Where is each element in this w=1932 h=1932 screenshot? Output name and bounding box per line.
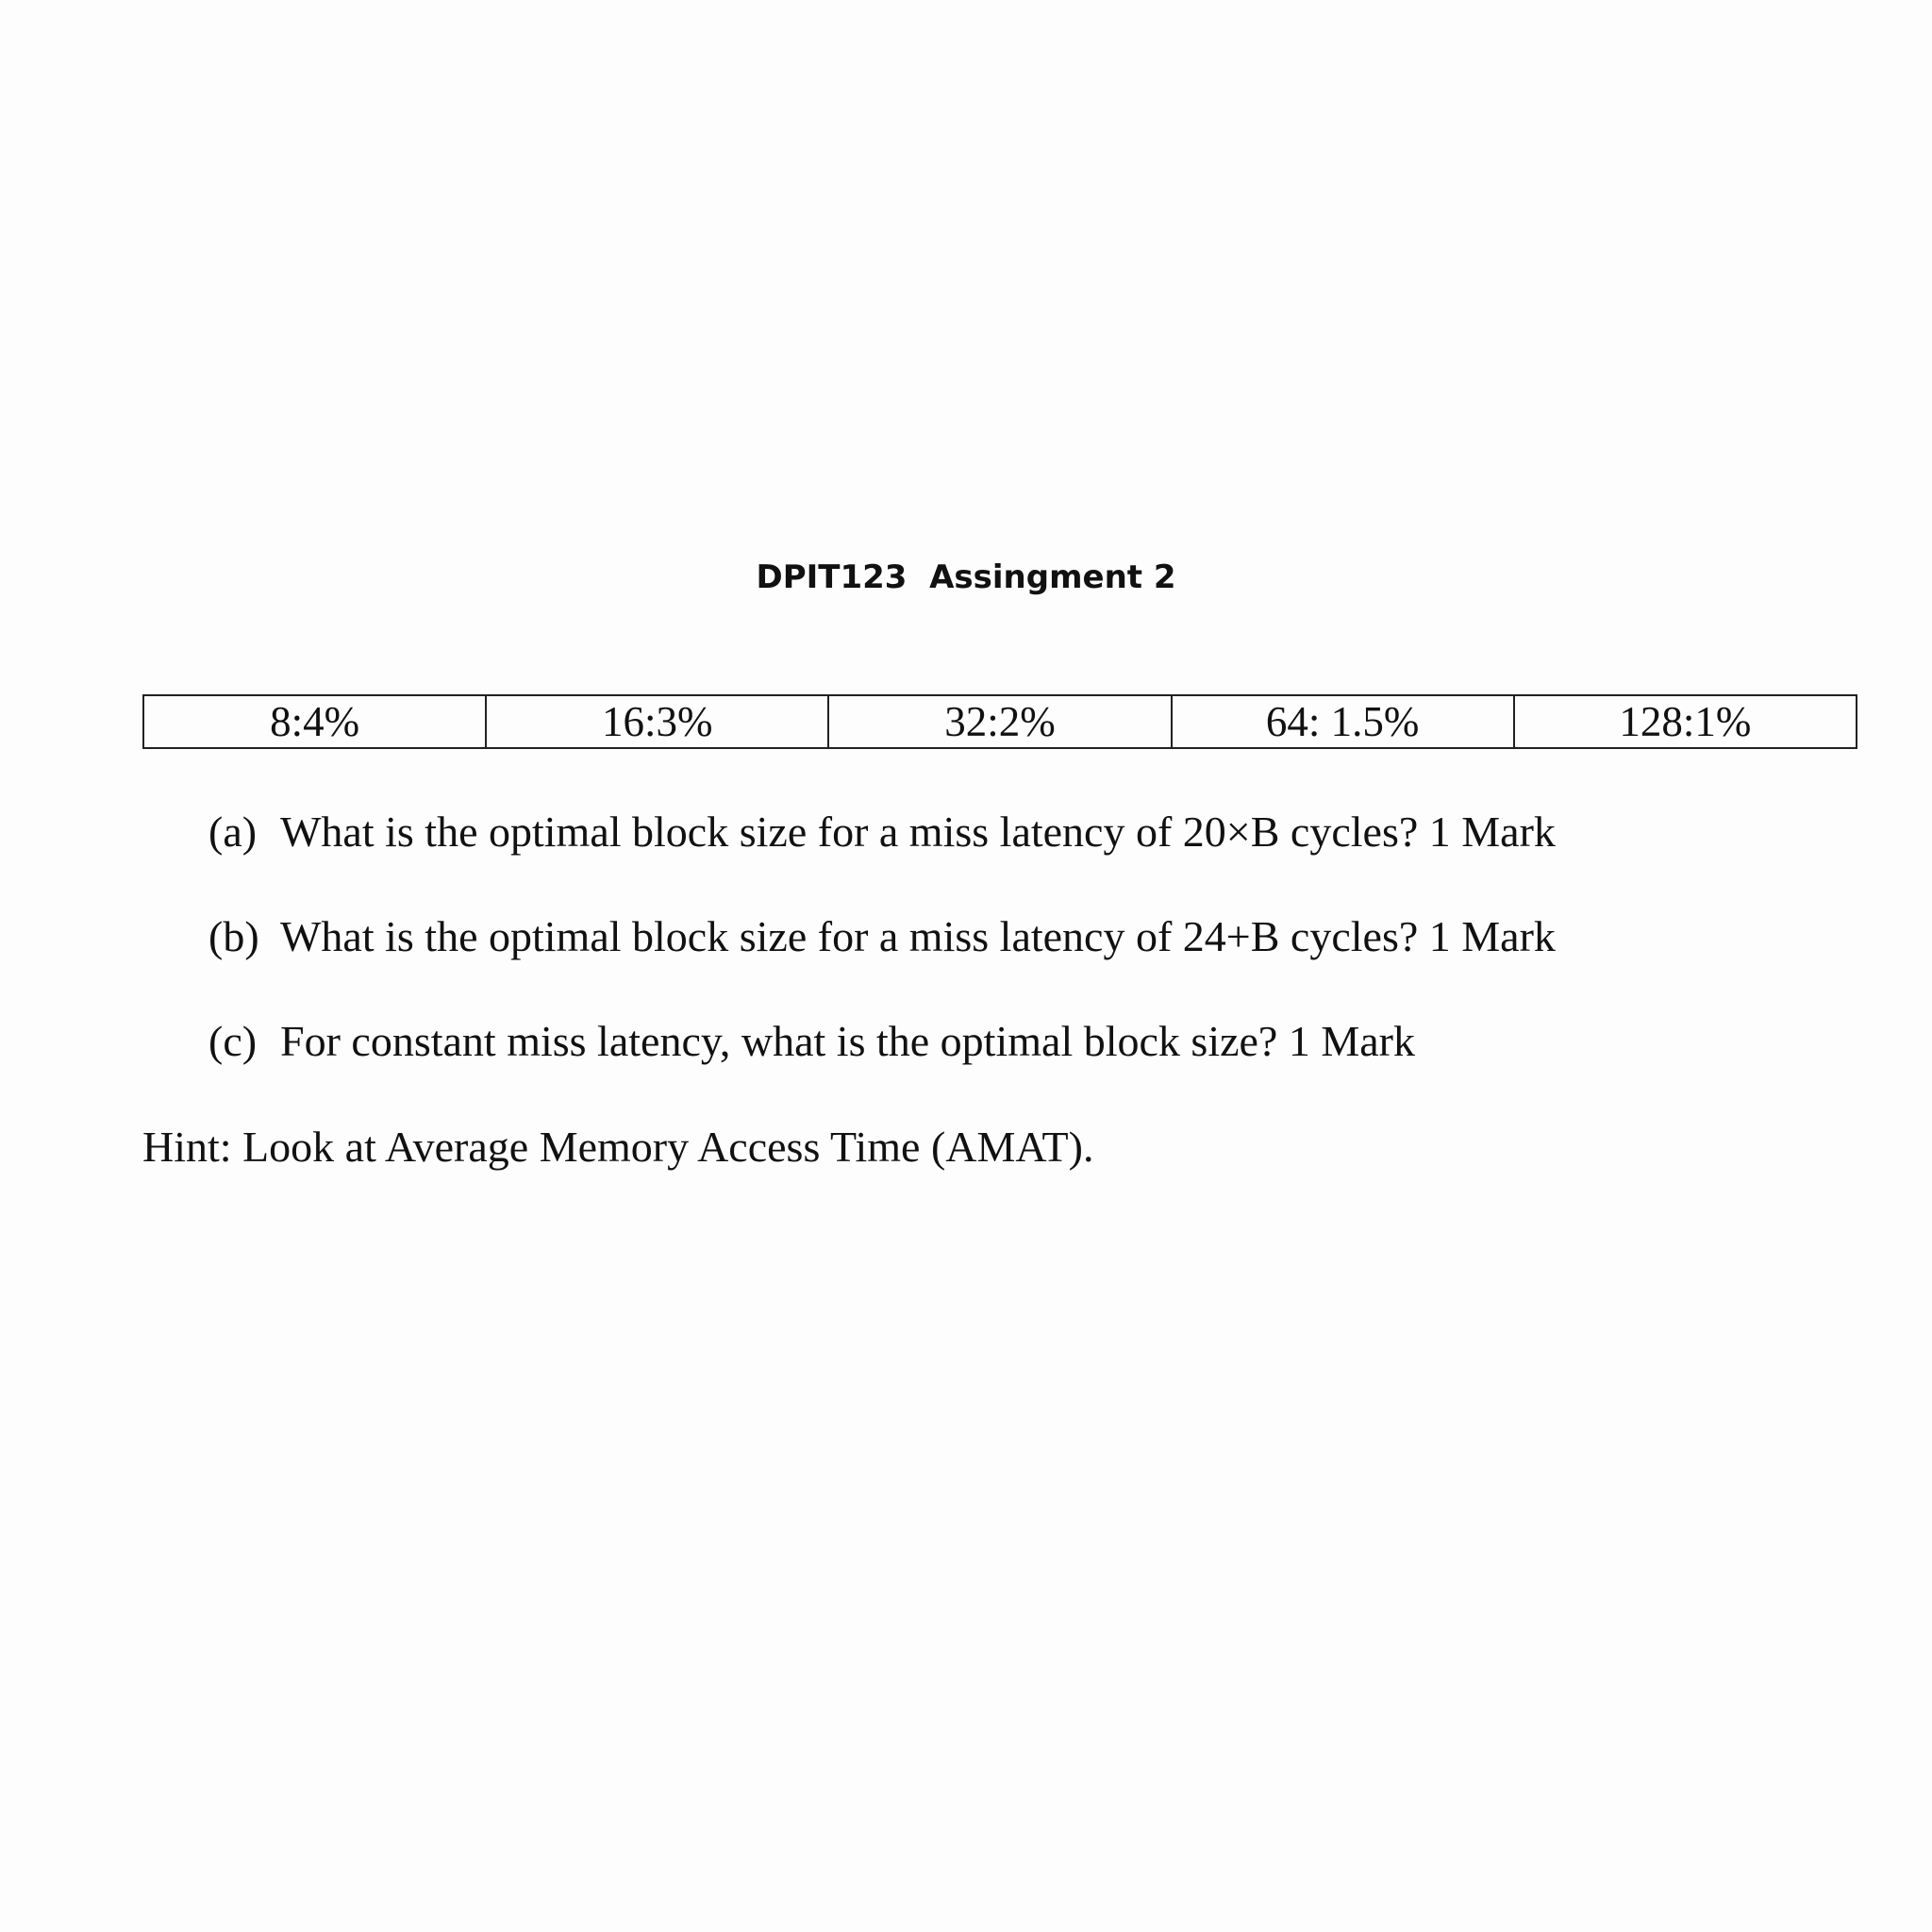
table-cell: 128:1% [1514, 695, 1857, 748]
question-text: What is the optimal block size for a miss latency of 20×B cycles? 1 Mark [280, 808, 1556, 856]
page-title: DPIT123 Assingment 2 [756, 558, 1176, 596]
block-size-miss-rate-table [142, 694, 1857, 749]
table-cell: 8:4% [143, 695, 486, 748]
question-text: What is the optimal block size for a miss latency of 24+B cycles? 1 Mark [280, 912, 1556, 960]
table-cell: 32:2% [828, 695, 1171, 748]
question-marker: (b) [208, 912, 259, 960]
question-item-c [208, 1008, 1869, 1112]
question-marker: (a) [208, 808, 258, 856]
question-marker: (c) [208, 1017, 258, 1065]
table-row [143, 695, 1857, 748]
question-list [208, 798, 1869, 1112]
question-item-a [208, 798, 1869, 903]
question-text: For constant miss latency, what is the optimal block size? 1 Mark [280, 1017, 1415, 1065]
table-cell: 16:3% [486, 695, 828, 748]
table-cell: 64: 1.5% [1172, 695, 1514, 748]
hint-text: Hint: Look at Average Memory Access Time (AMAT). [142, 1123, 1094, 1171]
question-item-b [208, 903, 1869, 1008]
